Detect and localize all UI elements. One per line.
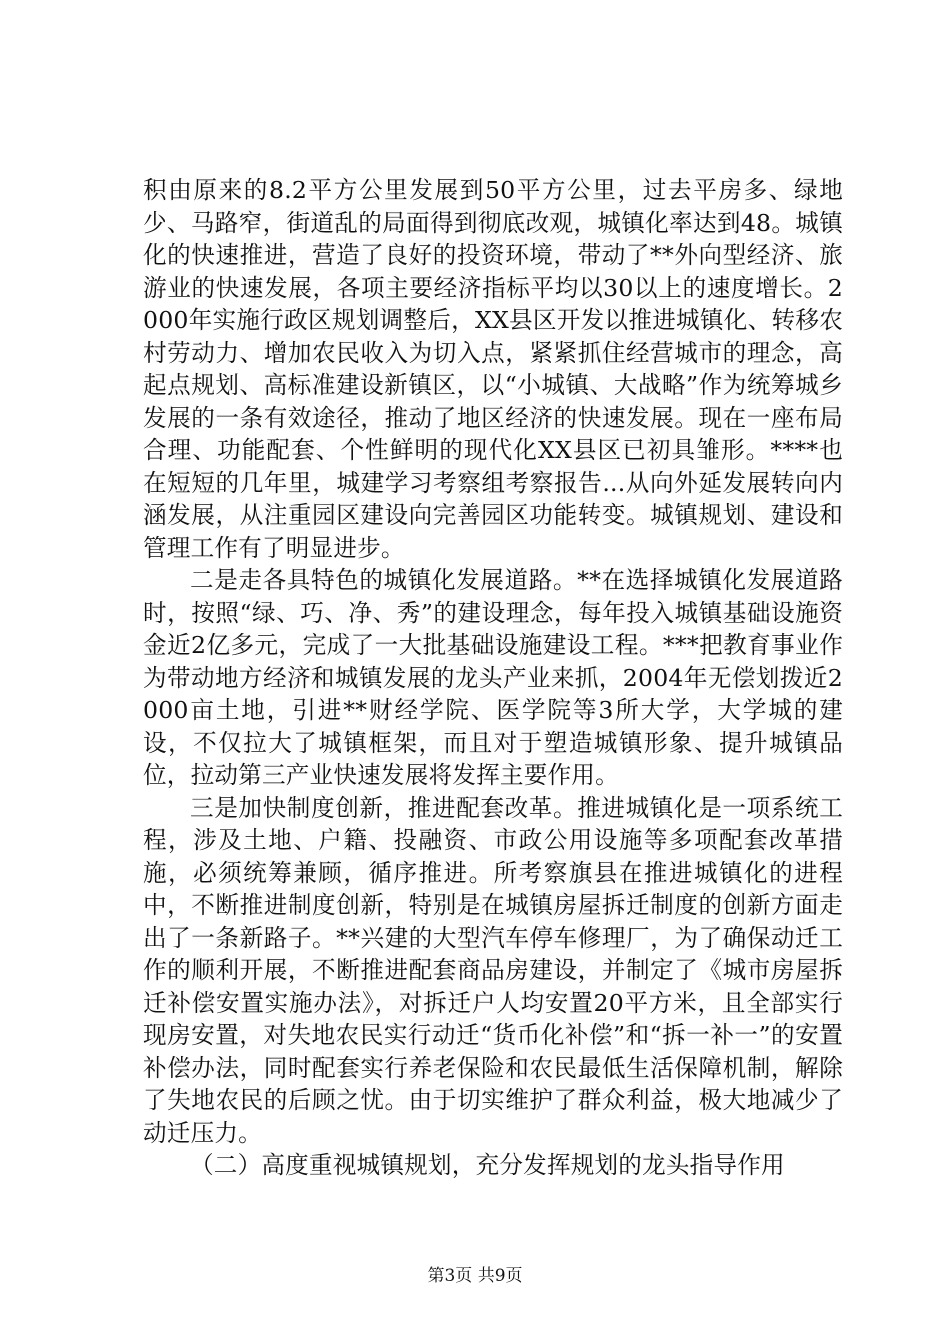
- paragraph-2: 二是走各具特色的城镇化发展道路。**在选择城镇化发展道路时，按照“绿、巧、净、秀”的建设理念，每年投入城镇基础设施资金近2亿多元，完成了一大批基础设施建设工程。***把教育事业作为带动地方经济和城镇发展的龙头产业来抓，2004年无偿划拨近2000亩土地，引进**财经学院、医学院等3所大学，大学城的建设，不仅拉大了城镇框架，而且对于塑造城镇形象、提升城镇品位，拉动第三产业快速发展将发挥主要作用。: [143, 566, 843, 789]
- page-number-footer: 第3页 共9页: [427, 1266, 523, 1286]
- section-heading: （二）高度重视城镇规划，充分发挥规划的龙头指导作用: [190, 1151, 785, 1179]
- paragraph-1: 积由原来的8.2平方公里发展到50平方公里，过去平房多、绿地少、马路窄，街道乱的局面得到彻底改观，城镇化率达到48。城镇化的快速推进，营造了良好的投资环境，带动了**外向型经济、旅游业的快速发展，各项主要经济指标平均以30以上的速度增长。2000年实施行政区规划调整后，XX县区开发以推进城镇化、转移农村劳动力、增加农民收入为切入点，紧紧抓住经营城市的理念，高起点规划、高标准建设新镇区，以“小城镇、大战略”作为统筹城乡发展的一条有效途径，推动了地区经济的快速发展。现在一座布局合理、功能配套、个性鲜明的现代化XX县区已初具雏形。****也在短短的几年里，城建学习考察组考察报告...从向外延发展转向内涵发展，从注重园区建设向完善园区功能转变。城镇规划、建设和管理工作有了明显进步。: [143, 176, 843, 562]
- paragraph-3: 三是加快制度创新，推进配套改革。推进城镇化是一项系统工程，涉及土地、户籍、投融资、市政公用设施等多项配套改革措施，必须统筹兼顾，循序推进。所考察旗县在推进城镇化的进程中，不断推进制度创新，特别是在城镇房屋拆迁制度的创新方面走出了一条新路子。**兴建的大型汽车停车修理厂，为了确保动迁工作的顺利开展，不断推进配套商品房建设，并制定了《城市房屋拆迁补偿安置实施办法》，对拆迁户人均安置20平方米，且全部实行现房安置，对失地农民实行动迁“货币化补偿”和“拆一补一”的安置补偿办法，同时配套实行养老保险和农民最低生活保障机制，解除了失地农民的后顾之忧。由于切实维护了群众利益，极大地减少了动迁压力。: [143, 793, 843, 1147]
- document-body: [143, 174, 843, 1182]
